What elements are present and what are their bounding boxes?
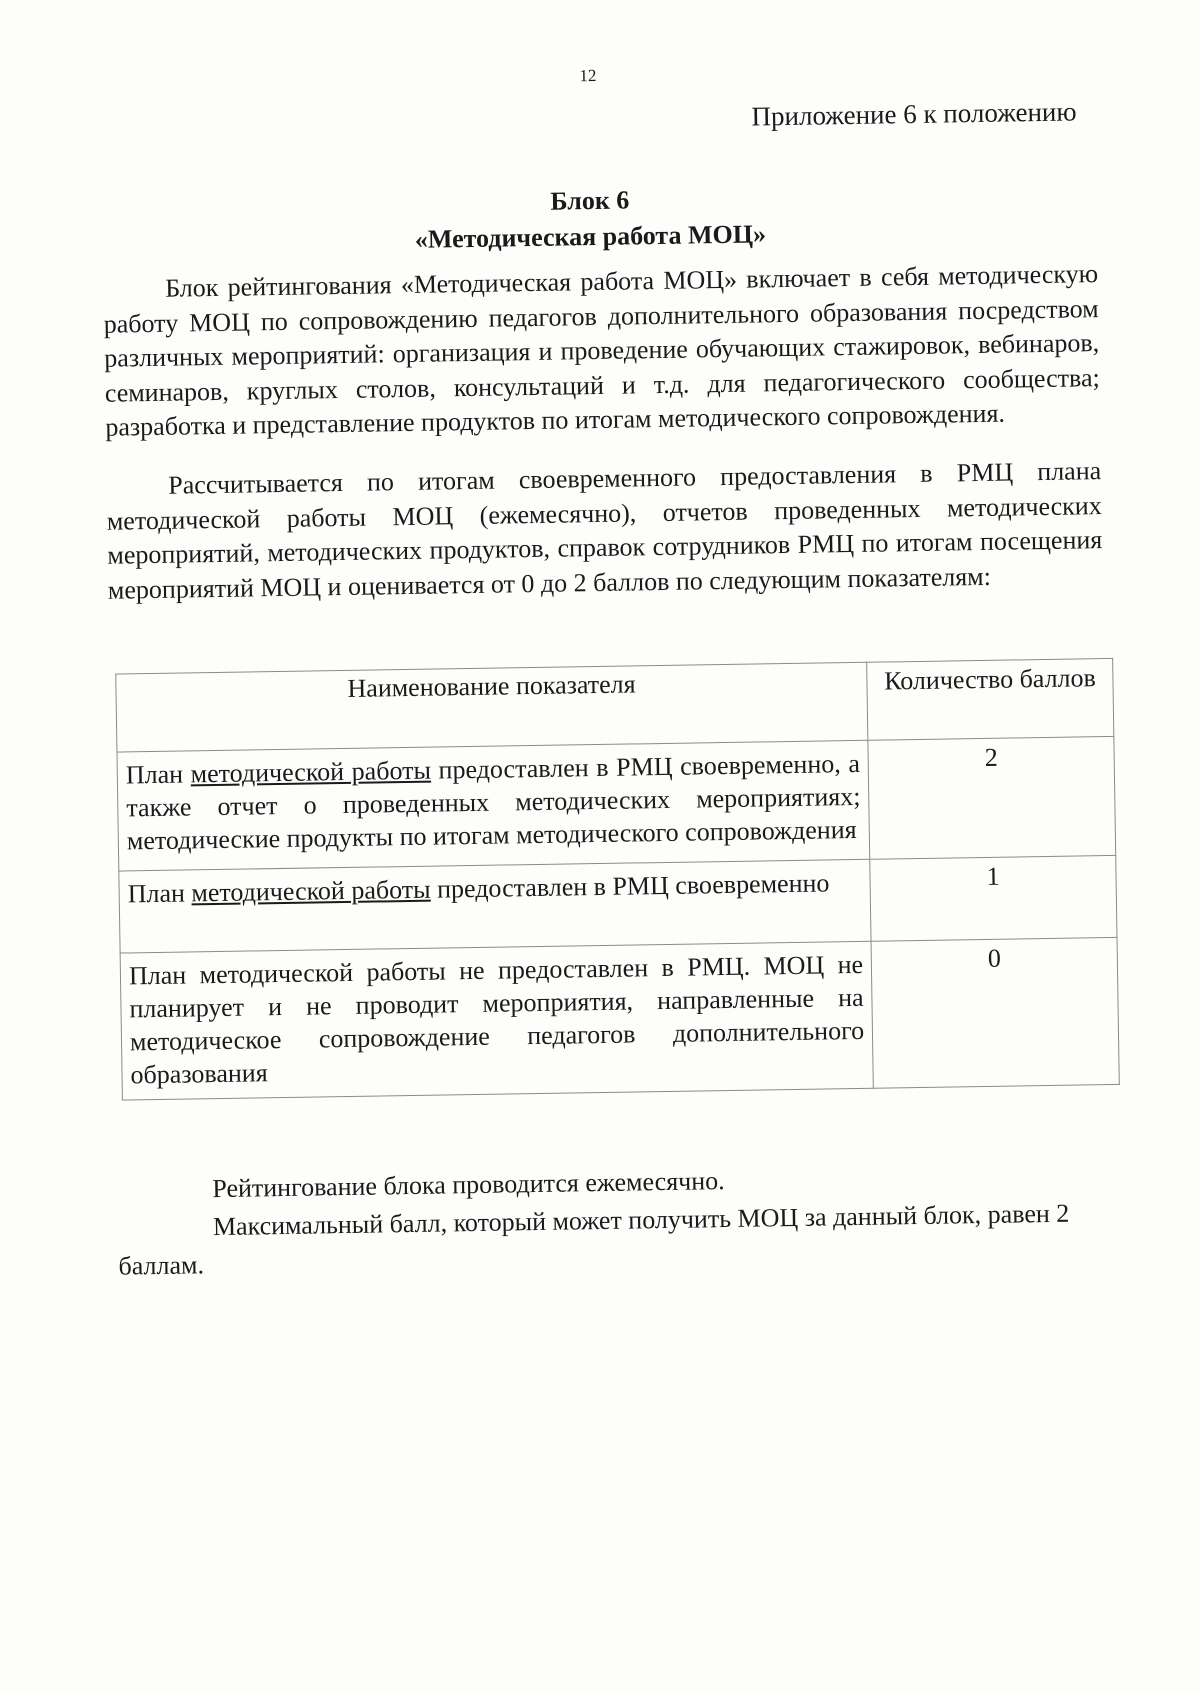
indicator-name-rest: План методической работы не предоставлен в РМЦ. МОЦ не планирует и не проводит мероприятия, направленные на методическое сопровождение педагогов дополнительного образования bbox=[129, 950, 865, 1090]
indicator-name-rest: предоставлен в РМЦ своевременно, а также отчет о проведенных методических мероприятиях; методические продукты по итогам методического сопровождения bbox=[126, 749, 861, 856]
closing-max-score: Максимальный балл, который может получить МОЦ за данный блок, равен 2 баллам. bbox=[118, 1194, 1119, 1286]
header-score: Количество баллов bbox=[867, 658, 1114, 740]
indicator-name-underlined: методической работы bbox=[191, 875, 431, 908]
indicator-name-underlined: методической работы bbox=[190, 756, 431, 789]
indicator-name-cell bbox=[120, 941, 873, 1100]
indicator-score: 1 bbox=[870, 855, 1117, 941]
indicators-table bbox=[115, 658, 1120, 1101]
indicator-name-cell bbox=[119, 859, 871, 953]
closing-frequency: Рейтингование блока проводится ежемесячно. bbox=[117, 1156, 1117, 1210]
appendix-label: Приложение 6 к положению bbox=[751, 96, 1076, 132]
indicator-score: 2 bbox=[868, 736, 1116, 859]
paragraph-calculation: Рассчитывается по итогам своевременного предоставления в РМЦ плана методической работы МОЦ (ежемесячно), отчетов проведенных методических мероприятий, методических продуктов, справок сотрудников РМЦ по итогам посещения мероприятий МОЦ и оценивается от 0 до 2 баллов по следующим показателям: bbox=[106, 454, 1103, 608]
block-title bbox=[0, 174, 1191, 265]
header-indicator-name: Наименование показателя bbox=[116, 662, 868, 752]
indicator-name-prefix: План bbox=[127, 878, 191, 908]
table-row bbox=[119, 855, 1117, 953]
indicator-score: 0 bbox=[871, 937, 1119, 1088]
indicator-name-prefix: План bbox=[126, 759, 191, 789]
table-row bbox=[120, 937, 1119, 1100]
page-number: 12 bbox=[0, 57, 1188, 96]
indicator-name-cell bbox=[117, 740, 870, 871]
indicator-name-rest: предоставлен в РМЦ своевременно bbox=[430, 868, 829, 903]
table-row bbox=[117, 736, 1116, 871]
paragraph-description: Блок рейтингования «Методическая работа МОЦ» включает в себя методическую работу МОЦ по сопровождению педагогов дополнительного образования посредством различных мероприятий: организация и проведение обучающих стажировок, вебинаров, семинаров, круглых столов, консультаций и т.д. для педагогического сообщества; разработка и представление продуктов по итогам методического сопровождения. bbox=[103, 257, 1101, 445]
block-title-name: «Методическая работа МОЦ» bbox=[0, 210, 1191, 265]
block-title-number: Блок 6 bbox=[0, 174, 1190, 229]
